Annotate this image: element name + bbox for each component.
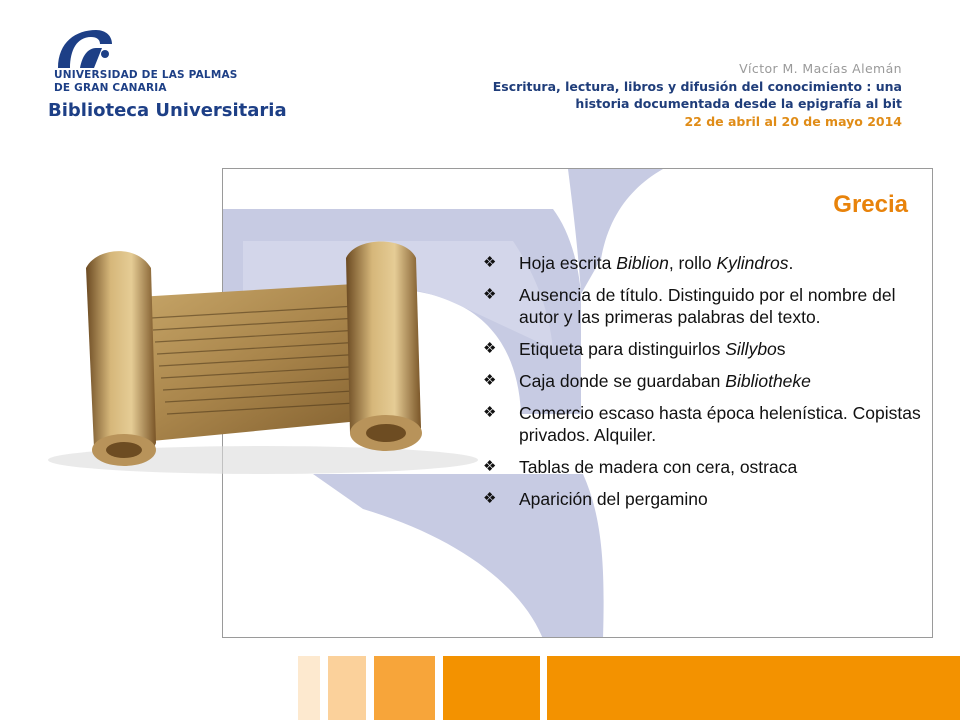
bullet-text: Caja donde se guardaban xyxy=(519,371,726,391)
logo-university-line2: DE GRAN CANARIA xyxy=(54,82,167,94)
bullet-diamond-icon: ❖ xyxy=(483,372,497,389)
slide-title: Grecia xyxy=(833,191,908,218)
bullet-text: Aparición del pergamino xyxy=(519,489,708,509)
footer-bar-deep xyxy=(443,656,540,720)
bullet-term-bibliotheke: Bibliotheke xyxy=(725,371,811,391)
bullet-diamond-icon: ❖ xyxy=(483,254,497,271)
header-title-line2: historia documentada desde la epigrafía al bit xyxy=(575,96,902,111)
logo-library-name: Biblioteca Universitaria xyxy=(48,100,287,121)
bullet-text: Hoja escrita xyxy=(519,253,617,273)
bullet-term-biblion: Biblion xyxy=(616,253,669,273)
header-dates: 22 de abril al 20 de mayo 2014 xyxy=(684,113,902,129)
bullet-term-kylindros: Kylindros xyxy=(716,253,789,273)
header-title-line1: Escritura, lectura, libros y difusión del conocimiento : una xyxy=(492,78,902,94)
bullet-text: Tablas de madera con cera, ostraca xyxy=(519,457,798,477)
header-info xyxy=(493,60,902,130)
list-item xyxy=(483,456,923,478)
bullet-text: Etiqueta para distinguirlos xyxy=(519,339,726,359)
list-item xyxy=(483,402,923,446)
footer-bar-light xyxy=(298,656,320,720)
bullet-list xyxy=(483,252,923,520)
list-item xyxy=(483,370,923,392)
bullet-diamond-icon: ❖ xyxy=(483,340,497,357)
footer-bar-mid xyxy=(328,656,366,720)
university-logo xyxy=(44,24,304,134)
list-item xyxy=(483,252,923,274)
bullet-text: Ausencia de título. Distinguido por el nombre del autor y las primeras palabras del texto. xyxy=(519,285,896,327)
logo-university-line1: UNIVERSIDAD DE LAS PALMAS xyxy=(54,69,238,81)
list-item xyxy=(483,338,923,360)
footer-bar-strong xyxy=(374,656,435,720)
bullet-text: . xyxy=(788,253,794,273)
footer-bar-full xyxy=(547,656,960,720)
papyrus-scroll-image xyxy=(36,228,490,482)
bullet-term-sillybos: Sillybo xyxy=(725,339,777,359)
bullet-text: , rollo xyxy=(668,253,717,273)
bullet-text: Comercio escaso hasta época helenística. Copistas privados. Alquiler. xyxy=(519,403,921,445)
bullet-text: s xyxy=(776,339,786,359)
list-item xyxy=(483,284,923,328)
bullet-diamond-icon: ❖ xyxy=(483,458,497,475)
bullet-diamond-icon: ❖ xyxy=(483,490,497,507)
header-author: Víctor M. Macías Alemán xyxy=(739,61,902,76)
bullet-diamond-icon: ❖ xyxy=(483,286,497,303)
bullet-diamond-icon: ❖ xyxy=(483,404,497,421)
list-item xyxy=(483,488,923,510)
